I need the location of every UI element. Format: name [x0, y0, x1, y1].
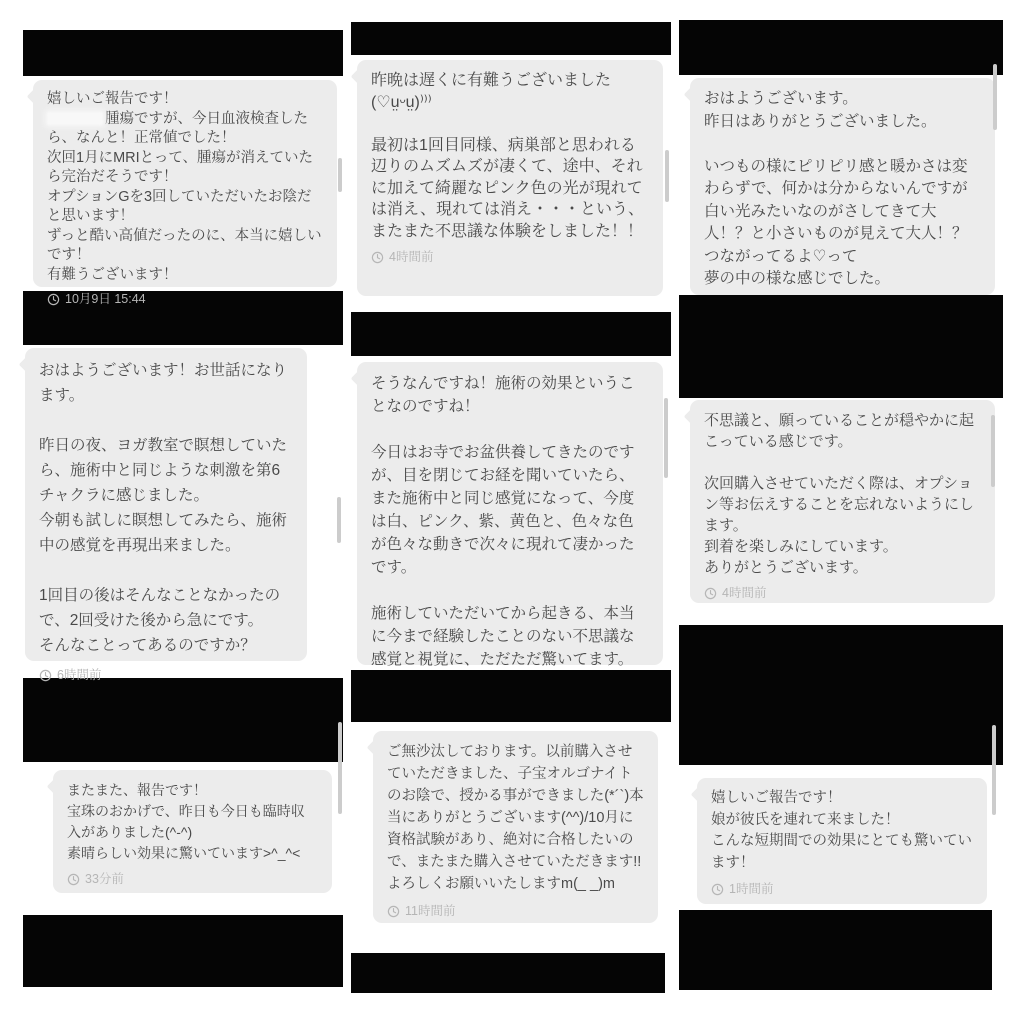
timestamp-text: 10月9日 15:44: [65, 292, 146, 306]
message-line-text: 腫瘍ですが、今日血液検査したら、なんと！正常値でした！: [47, 110, 308, 146]
message-line kaomoji: (♡ṳᵕṳ)⁾⁾⁾: [371, 93, 432, 111]
message-timestamp: [39, 663, 293, 688]
scrollbar-thumb: [991, 415, 995, 487]
timestamp-text: 6時間前: [57, 668, 102, 682]
redacted-header-bar: [351, 22, 671, 55]
screenshot-column-left: [23, 0, 343, 1024]
message-line: 夢の中の様な感じでした。: [704, 270, 891, 287]
clock-icon: [67, 873, 80, 886]
message-line: 今朝も試しに瞑想してみたら、施術中の感覚を再現出来ました。: [39, 512, 288, 554]
message-line: ご無沙汰しております。以前購入させていただきました、子宝オルゴナイトのお陰で、授かる事ができました(*´`)本当にありがとうございます(^^)/10月に資格試験があり、絶対に合格したいので、またまた購入させていただきます!!よろしくお願いいたしますm(_ _)m: [387, 744, 644, 892]
redacted-blur: [47, 112, 103, 125]
message-line: 最初は1回目同様、病巣部と思われる辺りのムズムズが凄くて、途中、それに加えて綺麗なピンク色の光が現れては消え、現れては消え・・・という、またまた不思議な体験をしました！！: [371, 136, 644, 240]
message-line: 有難うございます！: [47, 266, 178, 283]
message-line: [39, 408, 293, 433]
redacted-header-bar: [679, 625, 1003, 765]
message-line: またまた、報告です！: [67, 782, 207, 798]
screenshot-column-right: [679, 0, 1003, 1024]
message-timestamp: [387, 900, 644, 922]
message-line: [47, 110, 323, 149]
message-line: そうなんですね！施術の効果ということなのですね！: [371, 375, 635, 415]
message-line: 次回購入させていただく際は、オプション等お伝えすることを忘れないようにします。: [704, 475, 975, 534]
message-line: 次回1月にMRIとって、腫瘍が消えていたら完治だそうです！: [47, 149, 314, 185]
chat-message-bubble: [697, 778, 987, 904]
message-line: [704, 452, 981, 473]
chat-message-bubble: [373, 731, 658, 923]
message-line: こんな短期間での効果にとても驚いています！: [711, 833, 972, 871]
redacted-header-bar: [23, 678, 343, 762]
chat-message-bubble: [357, 60, 663, 296]
chat-message-bubble: [690, 78, 995, 295]
message-line: オプションGを3回していただいたお陰だと思います！: [47, 188, 312, 224]
message-line: 1回目の後はそんなことなかったので、2回受けた後から急にです。: [39, 587, 281, 629]
message-line: おはようございます。: [704, 90, 858, 107]
timestamp-text: 4時間前: [389, 250, 434, 264]
message-line: 到着を楽しみにしています。: [704, 538, 898, 555]
redacted-header-bar: [351, 670, 671, 722]
scrollbar-thumb: [664, 398, 668, 478]
message-line: 嬉しいご報告です！: [47, 91, 178, 107]
chat-message-bubble: [25, 348, 307, 682]
redacted-footer-bar: [351, 953, 665, 993]
message-timestamp: [711, 879, 973, 901]
clock-icon: [371, 251, 384, 264]
chat-message-bubble: [33, 80, 337, 306]
scrollbar-thumb: [993, 64, 997, 130]
scrollbar-thumb: [338, 158, 342, 192]
message-line: [704, 133, 981, 156]
chat-message-bubble: [690, 400, 995, 603]
message-line: 今日はお寺でお盆供養してきたのですが、目を閉じてお経を聞いていたら、また施術中と同じ感覚になって、今度は白、ピンク、紫、黄色と、色々な色が色々な動きで次々に現れて凄かったです。: [371, 444, 635, 576]
message-line: [39, 558, 293, 583]
message-line: そんなことってあるのですか？: [39, 637, 256, 654]
message-line: [371, 113, 649, 135]
scrollbar-thumb: [992, 725, 996, 815]
message-line: [371, 418, 649, 441]
scrollbar-thumb: [665, 150, 669, 202]
message-line: ずっと酷い高値だったのに、本当に嬉しいです！: [47, 227, 322, 263]
scrollbar-thumb: [338, 722, 342, 814]
timestamp-text: 4時間前: [722, 586, 767, 600]
message-line: 施術していただいてから起きる、本当に今まで経験したことのない不思議な感覚と視覚に、ただただ驚いてます。: [371, 605, 635, 668]
message-line: おはようございます！お世話になります。: [39, 362, 288, 404]
message-line: 嬉しいご報告です！: [711, 790, 842, 806]
screenshot-column-middle: [351, 0, 671, 1024]
message-line: 不思議と、願っていることが穏やかに起こっている感じです。: [704, 412, 975, 450]
message-line: [371, 579, 649, 602]
clock-icon: [39, 669, 52, 682]
message-line: ありがとうございます。: [704, 559, 868, 576]
scrollbar-thumb: [337, 497, 341, 543]
redacted-header-bar: [351, 312, 671, 356]
redacted-header-bar: [23, 30, 343, 76]
message-timestamp: [67, 869, 318, 890]
timestamp-text: 1時間前: [729, 882, 774, 896]
message-line: 昨日の夜、ヨガ教室で瞑想していたら、施術中と同じような刺激を第6チャクラに感じました。: [39, 437, 288, 504]
message-line: いつもの様にピリピリ感と暖かさは変わらずで、何かは分からないんですが白い光みたいなのがさしてきて大人！？と小さいものが見えて大人！？つながってるよ♡って: [704, 157, 968, 265]
clock-icon: [711, 883, 724, 896]
redacted-header-bar: [679, 20, 1003, 75]
message-line: 娘が彼氏を連れて来ました！: [711, 811, 900, 828]
message-timestamp: [371, 247, 649, 269]
redacted-footer-bar: [679, 910, 992, 990]
message-line: 昨晩は遅くに有難うございました: [371, 72, 612, 89]
chat-message-bubble: [357, 362, 663, 668]
timestamp-text: 33分前: [85, 872, 124, 886]
message-line: 昨日はありがとうございました。: [704, 112, 937, 130]
clock-icon: [387, 905, 400, 918]
message-line: 素晴らしい効果に驚いています>^_^<: [67, 845, 301, 861]
redacted-header-bar: [679, 295, 1003, 398]
timestamp-text: 11時間前: [405, 904, 456, 918]
clock-icon: [47, 293, 60, 306]
message-timestamp: [47, 290, 323, 310]
message-line: 宝珠のおかげで、昨日も今日も臨時収入がありました(^-^): [67, 803, 305, 840]
chat-message-bubble: [53, 770, 332, 893]
message-timestamp: [704, 583, 981, 604]
clock-icon: [704, 587, 717, 600]
redacted-footer-bar: [23, 915, 343, 987]
